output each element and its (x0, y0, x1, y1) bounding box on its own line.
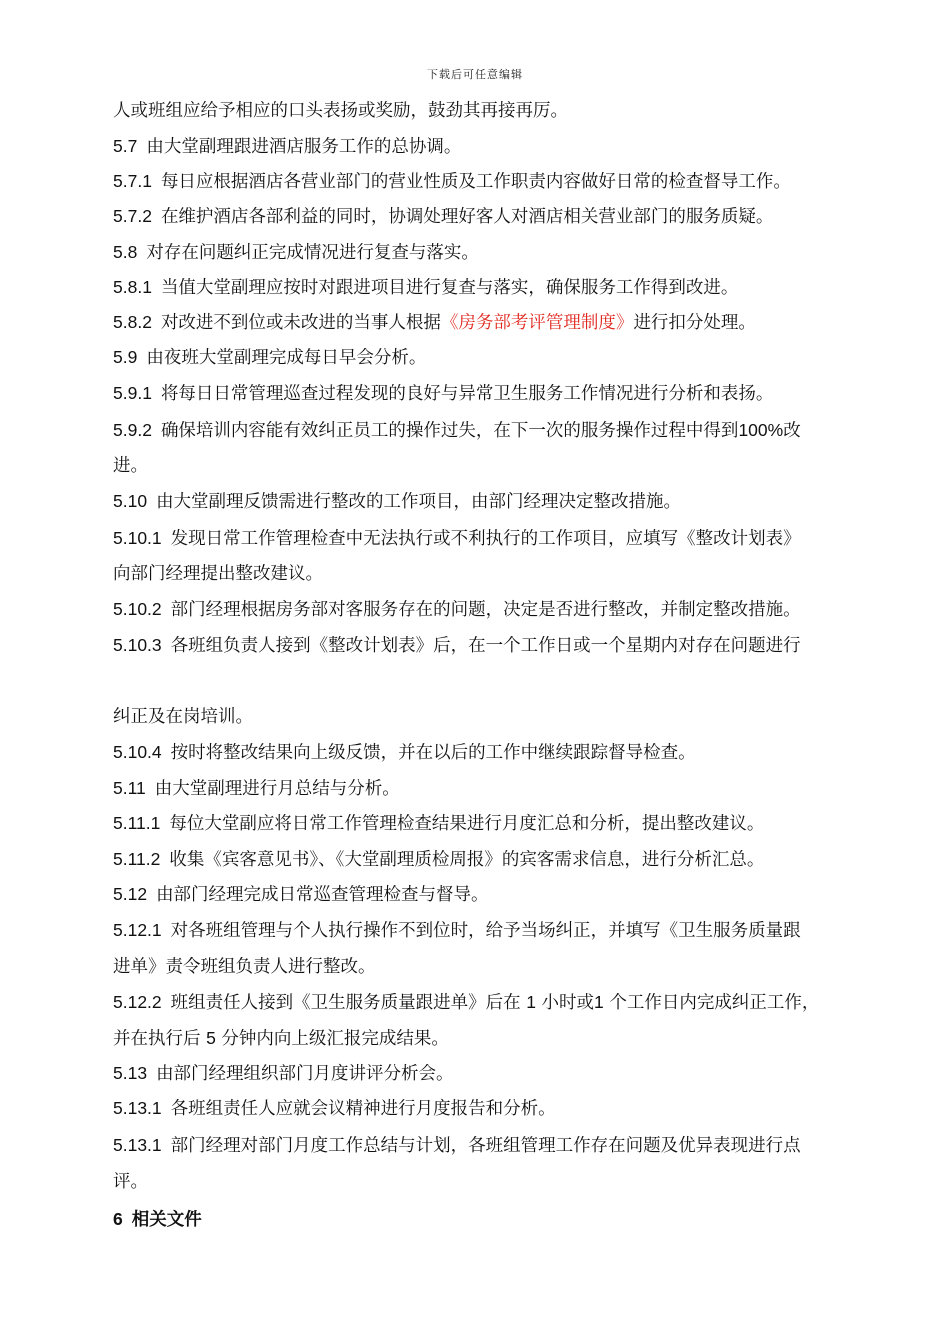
clause-5-10-4 (113, 740, 903, 765)
line-text: 向部门经理提出整改建议。 (113, 564, 323, 584)
line-text: 确保培训内容能有效纠正员工的操作过失，在下一次的服务操作过程中得到 (160, 421, 739, 441)
section-heading-5-9 (113, 345, 903, 370)
line-text: 由部门经理组织部门月度讲评分析会。 (156, 1064, 454, 1084)
line-text: 发现日常工作管理检查中无法执行或不利执行的工作项目，应填写《整改计划表》 (170, 529, 801, 549)
referenced-document-link: 《房务部考评管理制度》 (440, 313, 634, 333)
paragraph-line (113, 1026, 903, 1051)
clause-5-10-1 (113, 526, 903, 551)
section-number: 5.12.1 (113, 920, 162, 940)
section-number: 5.11.2 (113, 849, 161, 869)
line-text: 进。 (113, 456, 148, 476)
hour-count: 1 (526, 992, 536, 1012)
section-number: 5.13 (113, 1063, 148, 1083)
line-text: 纠正及在岗培训。 (113, 707, 253, 727)
paragraph-line (113, 1170, 903, 1194)
line-text: 在维护酒店各部利益的同时，协调处理好客人对酒店相关营业部门的服务质疑。 (160, 207, 774, 227)
section-number: 5.10.1 (113, 528, 162, 548)
line-text: 由大堂副理跟进酒店服务工作的总协调。 (146, 137, 462, 157)
section-number: 5.7.1 (113, 171, 152, 191)
clause-5-11-1 (113, 811, 903, 836)
paragraph-line (113, 99, 903, 123)
section-number: 5.8.1 (113, 277, 152, 297)
section-number: 5.7 (113, 136, 138, 156)
line-text: 部门经理根据房务部对客服务存在的问题，决定是否进行整改，并制定整改措施。 (170, 600, 801, 620)
section-heading-5-11 (113, 776, 903, 801)
section-number: 5.8.2 (113, 312, 152, 332)
paragraph-line (113, 705, 903, 729)
section-heading-5-10 (113, 489, 903, 514)
section-heading-5-8 (113, 240, 903, 265)
section-number: 6 (113, 1209, 123, 1229)
clause-5-9-2 (113, 418, 903, 443)
line-text: 当值大堂副理应按时对跟进项目进行复查与落实，确保服务工作得到改进。 (160, 278, 739, 298)
section-heading-5-7 (113, 134, 903, 159)
line-text: 进单》责令班组负责人进行整改。 (113, 957, 376, 977)
clause-5-11-2 (113, 847, 903, 872)
line-text: 按时将整改结果向上级反馈，并在以后的工作中继续跟踪督导检查。 (170, 743, 696, 763)
line-text: 各班组负责人接到《整改计划表》后，在一个工作日或一个星期内对存在问题进行 (170, 636, 801, 656)
line-text: 分钟内向上级汇报完成结果。 (221, 1029, 449, 1049)
workday-count: 1 (594, 992, 604, 1012)
paragraph-line (113, 454, 903, 478)
line-text: 班组责任人接到《卫生服务质量跟进单》后在 (170, 993, 521, 1013)
section-number: 5.9 (113, 347, 138, 367)
section-number: 5.8 (113, 242, 138, 262)
clause-5-12-1 (113, 918, 903, 943)
section-number: 5.12 (113, 884, 148, 904)
section-number: 5.10.4 (113, 742, 162, 762)
line-text: 个工作日内完成纠正工作， (609, 993, 820, 1013)
section-number: 5.13.1 (113, 1135, 162, 1155)
clause-5-13-1 (113, 1096, 903, 1121)
line-text: 人或班组应给予相应的口头表扬或奖励，鼓劲其再接再厉。 (113, 101, 568, 121)
section-number: 5.7.2 (113, 206, 152, 226)
line-text: 各班组责任人应就会议精神进行月度报告和分析。 (170, 1099, 556, 1119)
section-heading-5-12 (113, 882, 903, 907)
line-text: 改 (783, 421, 801, 441)
section-title: 相关文件 (131, 1209, 202, 1229)
clause-5-9-1 (113, 381, 903, 406)
section-heading-5-13 (113, 1061, 903, 1086)
clause-5-8-1 (113, 275, 903, 300)
line-text: 收集《宾客意见书》、《大堂副理质检周报》的宾客需求信息，进行分析汇总。 (169, 850, 765, 870)
clause-5-7-2 (113, 204, 903, 229)
line-text: 由夜班大堂副理完成每日早会分析。 (146, 348, 427, 368)
minute-count: 5 (206, 1028, 216, 1048)
line-text: 每位大堂副应将日常工作管理检查结果进行月度汇总和分析，提出整改建议。 (169, 814, 765, 834)
line-text: 对存在问题纠正完成情况进行复查与落实。 (146, 243, 479, 263)
section-number: 5.10 (113, 491, 148, 511)
line-text: 由大堂副理进行月总结与分析。 (154, 779, 400, 799)
clause-5-12-2 (113, 990, 903, 1015)
paragraph-line (113, 955, 903, 979)
paragraph-line (113, 562, 903, 586)
line-text: 将每日日常管理巡查过程发现的良好与异常卫生服务工作情况进行分析和表扬。 (160, 384, 774, 404)
section-number: 5.12.2 (113, 992, 162, 1012)
line-text: 对改进不到位或未改进的当事人根据 (160, 313, 441, 333)
line-text: 由部门经理完成日常巡查管理检查与督导。 (156, 885, 489, 905)
line-text: 每日应根据酒店各营业部门的营业性质及工作职责内容做好日常的检查督导工作。 (160, 172, 791, 192)
line-text: 进行扣分处理。 (633, 313, 756, 333)
section-number: 5.10.3 (113, 635, 162, 655)
section-number: 5.13.1 (113, 1098, 162, 1118)
clause-5-8-2 (113, 310, 903, 335)
clause-5-10-2 (113, 597, 903, 622)
section-number: 5.11.1 (113, 813, 161, 833)
clause-5-7-1 (113, 169, 903, 194)
section-heading-6 (113, 1207, 903, 1231)
header-note: 下载后可任意编辑 (427, 68, 523, 81)
section-number: 5.9.1 (113, 383, 152, 403)
line-text: 由大堂副理反馈需进行整改的工作项目，由部门经理决定整改措施。 (156, 492, 682, 512)
line-text: 对各班组管理与个人执行操作不到位时，给予当场纠正，并填写《卫生服务质量跟 (170, 921, 801, 941)
percentage-value: 100% (738, 420, 784, 440)
line-text: 评。 (113, 1172, 148, 1192)
line-text: 并在执行后 (113, 1029, 201, 1049)
section-number: 5.10.2 (113, 599, 162, 619)
section-number: 5.9.2 (113, 420, 152, 440)
line-text: 小时或 (541, 993, 595, 1013)
clause-5-13-1b (113, 1133, 903, 1158)
clause-5-10-3 (113, 633, 903, 658)
section-number: 5.11 (113, 778, 146, 798)
line-text: 部门经理对部门月度工作总结与计划，各班组管理工作存在问题及优异表现进行点 (170, 1136, 801, 1156)
